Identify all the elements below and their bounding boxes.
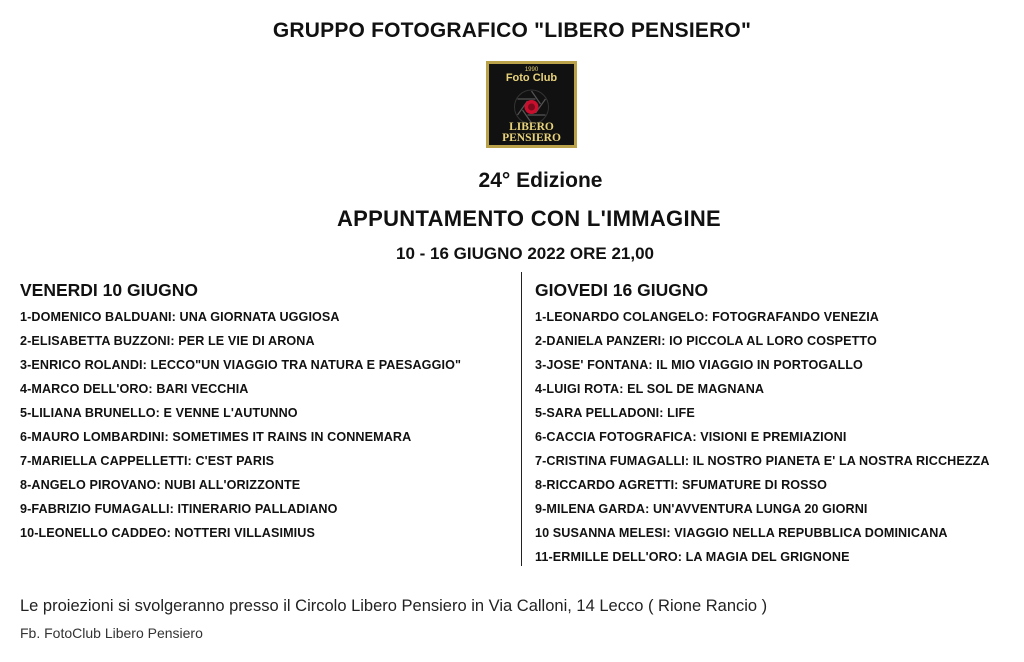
- program-item: 4-MARCO DELL'ORO: BARI VECCHIA: [20, 382, 249, 396]
- column-divider: [521, 272, 522, 566]
- program-item: 8-RICCARDO AGRETTI: SFUMATURE DI ROSSO: [535, 478, 828, 492]
- program-item: 1-DOMENICO BALDUANI: UNA GIORNATA UGGIOSA: [20, 310, 340, 324]
- program-item: 7-MARIELLA CAPPELLETTI: C'EST PARIS: [20, 454, 275, 468]
- friday-heading: VENERDI 10 GIUGNO: [20, 280, 198, 300]
- program-item: 5-SARA PELLADONI: LIFE: [535, 406, 695, 420]
- venue-info: Le proiezioni si svolgeranno presso il Circolo Libero Pensiero in Via Calloni, 14 Lecco ( Rione Rancio ): [20, 597, 768, 615]
- program-item: 8-ANGELO PIROVANO: NUBI ALL'ORIZZONTE: [20, 478, 301, 492]
- program-item: 9-FABRIZIO FUMAGALLI: ITINERARIO PALLADIANO: [20, 502, 338, 516]
- program-item: 10-LEONELLO CADDEO: NOTTERI VILLASIMIUS: [20, 526, 315, 540]
- foto-club-logo: [486, 61, 577, 148]
- event-title: APPUNTAMENTO CON L'IMMAGINE: [336, 206, 722, 231]
- page-title: GRUPPO FOTOGRAFICO "LIBERO PENSIERO": [272, 19, 752, 42]
- logo-line3: PENSIERO: [502, 132, 561, 144]
- program-item: 7-CRISTINA FUMAGALLI: IL NOSTRO PIANETA E' LA NOSTRA RICCHEZZA: [535, 454, 990, 468]
- logo-year: 1990: [524, 67, 539, 73]
- thursday-heading: GIOVEDI 16 GIUGNO: [535, 280, 709, 300]
- program-item: 2-DANIELA PANZERI: IO PICCOLA AL LORO COSPETTO: [535, 334, 877, 348]
- event-dates: 10 - 16 GIUGNO 2022 ORE 21,00: [396, 244, 654, 263]
- program-item: 9-MILENA GARDA: UN'AVVENTURA LUNGA 20 GIORNI: [535, 502, 868, 516]
- facebook-reference: Fb. FotoClub Libero Pensiero: [20, 625, 203, 641]
- program-item: 4-LUIGI ROTA: EL SOL DE MAGNANA: [535, 382, 765, 396]
- program-item: 10 SUSANNA MELESI: VIAGGIO NELLA REPUBBLICA DOMINICANA: [535, 526, 948, 540]
- thursday-schedule: [535, 280, 1015, 572]
- edition-label: 24° Edizione: [478, 169, 603, 192]
- program-item: 2-ELISABETTA BUZZONI: PER LE VIE DI ARONA: [20, 334, 315, 348]
- program-item: 6-MAURO LOMBARDINI: SOMETIMES IT RAINS IN CONNEMARA: [20, 430, 412, 444]
- program-item: 5-LILIANA BRUNELLO: E VENNE L'AUTUNNO: [20, 406, 298, 420]
- program-item: 11-ERMILLE DELL'ORO: LA MAGIA DEL GRIGNONE: [535, 550, 850, 564]
- logo-line2: LIBERO: [509, 121, 554, 133]
- program-item: 3-JOSE' FONTANA: IL MIO VIAGGIO IN PORTOGALLO: [535, 358, 863, 372]
- logo-line1: Foto Club: [505, 72, 558, 84]
- program-item: 1-LEONARDO COLANGELO: FOTOGRAFANDO VENEZIA: [535, 310, 880, 324]
- friday-schedule: [20, 280, 520, 548]
- program-item: 3-ENRICO ROLANDI: LECCO"UN VIAGGIO TRA NATURA E PAESAGGIO": [20, 358, 462, 372]
- program-item: 6-CACCIA FOTOGRAFICA: VISIONI E PREMIAZIONI: [535, 430, 847, 444]
